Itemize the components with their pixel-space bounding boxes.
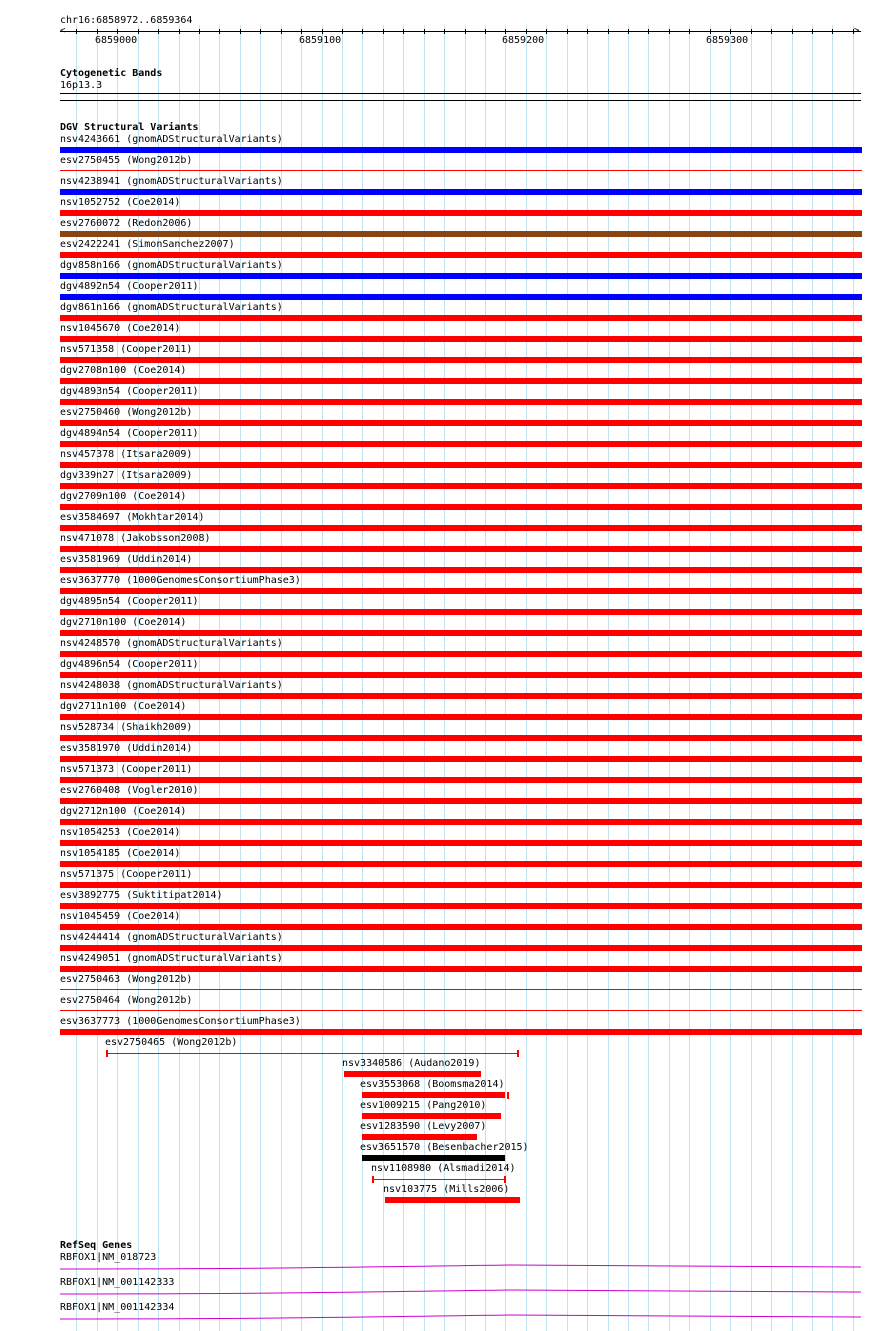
grid-line [710,25,711,1331]
variant-label[interactable]: nsv471078 (Jakobsson2008) [60,533,211,544]
variant-bar[interactable] [60,420,862,426]
variant-label[interactable]: dgv861n166 (gnomADStructuralVariants) [60,302,283,313]
ruler-tick [342,29,343,34]
variant-bar[interactable] [60,525,862,531]
variant-label[interactable]: esv1009215 (Pang2010) [360,1100,487,1111]
ruler-tick [424,29,425,34]
grid-line [730,25,731,1331]
variant-bar[interactable] [60,1010,862,1011]
variant-label[interactable]: esv2422241 (SimonSanchez2007) [60,239,235,250]
variant-label[interactable]: dgv2712n100 (Coe2014) [60,806,187,817]
variant-bar[interactable] [60,735,862,741]
variant-bar[interactable] [60,756,862,762]
region-label: chr16:6858972..6859364 [60,15,193,26]
cytoband-band-bottom [60,100,861,101]
variant-bar[interactable] [60,357,862,363]
variant-label[interactable]: esv3581969 (Uddin2014) [60,554,193,565]
ruler-tick [301,29,302,34]
grid-line [648,25,649,1331]
grid-line [505,25,506,1331]
ruler-tick-label: 6859200 [502,35,545,46]
variant-bar[interactable] [60,693,862,699]
variant-bar[interactable] [60,546,862,552]
variant-bar[interactable] [60,777,862,783]
variant-label[interactable]: dgv2710n100 (Coe2014) [60,617,187,628]
ruler-tick [465,29,466,34]
variant-bar[interactable] [60,504,862,510]
ruler-right-arrow: > [854,26,860,36]
grid-line [567,25,568,1331]
variant-bar[interactable] [60,210,862,216]
variant-label[interactable]: dgv858n166 (gnomADStructuralVariants) [60,260,283,271]
variant-label[interactable]: dgv4892n54 (Cooper2011) [60,281,199,292]
variant-bar[interactable] [60,567,862,573]
gene-label[interactable]: RBFOX1|NM_018723 [60,1252,157,1263]
grid-line [832,25,833,1331]
variant-label[interactable]: nsv571373 (Cooper2011) [60,764,193,775]
variant-bar[interactable] [60,651,862,657]
gene-intron-line [60,1315,861,1319]
variant-label[interactable]: nsv3340586 (Audano2019) [342,1058,481,1069]
grid-line [587,25,588,1331]
ruler-tick [546,29,547,34]
variant-bar[interactable] [344,1071,481,1077]
variant-bar[interactable] [60,252,862,258]
grid-line [771,25,772,1331]
grid-line [485,25,486,1331]
ruler-tick [730,29,731,34]
grid-line [240,25,241,1331]
variant-label[interactable]: dgv2708n100 (Coe2014) [60,365,187,376]
variant-bar[interactable] [60,1029,862,1035]
variant-label[interactable]: esv3637770 (1000GenomesConsortiumPhase3) [60,575,301,586]
variant-bar[interactable] [60,483,862,489]
variant-label[interactable]: dgv2711n100 (Coe2014) [60,701,187,712]
variant-bar[interactable] [60,989,862,990]
variant-label[interactable]: dgv4895n54 (Cooper2011) [60,596,199,607]
variant-label[interactable]: nsv1045670 (Coe2014) [60,323,181,334]
ruler-tick [199,29,200,34]
grid-line [301,25,302,1331]
variant-bar[interactable] [60,966,862,972]
ruler-tick [219,29,220,34]
ruler-tick [771,29,772,34]
variant-bar[interactable] [60,819,862,825]
ruler-tick [158,29,159,34]
dgv-track-title: DGV Structural Variants [60,122,199,133]
variant-bar[interactable] [60,336,862,342]
ruler-tick [281,29,282,34]
variant-label[interactable]: nsv4243661 (gnomADStructuralVariants) [60,134,283,145]
variant-label[interactable]: esv3553068 (Boomsma2014) [360,1079,505,1090]
grid-line [812,25,813,1331]
ruler-tick [628,29,629,34]
variant-bar[interactable] [60,189,862,195]
ruler-tick [403,29,404,34]
grid-line [751,25,752,1331]
gene-model[interactable] [60,1289,862,1295]
variant-label[interactable]: esv2750455 (Wong2012b) [60,155,193,166]
ruler-tick [751,29,752,34]
gene-model[interactable] [60,1264,862,1270]
variant-label[interactable]: esv1283590 (Levy2007) [360,1121,487,1132]
refseq-track-title: RefSeq Genes [60,1240,133,1251]
grid-line [628,25,629,1331]
ruler-tick [138,29,139,34]
variant-bar[interactable] [60,170,862,171]
variant-label[interactable]: dgv2709n100 (Coe2014) [60,491,187,502]
ruler-tick [567,29,568,34]
gene-model[interactable] [60,1314,862,1320]
ruler-tick [485,29,486,34]
variant-bar[interactable] [60,441,862,447]
variant-bar[interactable] [362,1092,505,1098]
grid-line [689,25,690,1331]
variant-label[interactable]: nsv571375 (Cooper2011) [60,869,193,880]
variant-bar[interactable] [60,882,862,888]
variant-label[interactable]: dgv4893n54 (Cooper2011) [60,386,199,397]
variant-label[interactable]: esv2760072 (Redon2006) [60,218,193,229]
ruler-tick-label: 6859000 [95,35,138,46]
variant-bar[interactable] [60,462,862,468]
variant-bar[interactable] [60,609,862,615]
variant-label[interactable]: nsv571358 (Cooper2011) [60,344,193,355]
variant-label[interactable]: dgv4896n54 (Cooper2011) [60,659,199,670]
variant-label[interactable]: nsv4238941 (gnomADStructuralVariants) [60,176,283,187]
grid-line [322,25,323,1331]
ruler-tick-label: 6859300 [706,35,749,46]
variant-label[interactable]: nsv1054185 (Coe2014) [60,848,181,859]
cytoband-label: 16p13.3 [60,80,103,91]
ruler-tick [322,29,323,34]
variant-label[interactable]: nsv4248570 (gnomADStructuralVariants) [60,638,283,649]
ruler-tick [505,29,506,34]
ruler-tick [383,29,384,34]
variant-label[interactable]: esv3637773 (1000GenomesConsortiumPhase3) [60,1016,301,1027]
variant-label[interactable]: esv3892775 (Suktitipat2014) [60,890,223,901]
variant-bar[interactable] [60,378,862,384]
gene-label[interactable]: RBFOX1|NM_001142334 [60,1302,175,1313]
variant-label[interactable]: esv2750460 (Wong2012b) [60,407,193,418]
ruler-tick [669,29,670,34]
ruler-tick [812,29,813,34]
variant-bar[interactable] [60,798,862,804]
variant-bar[interactable] [385,1197,520,1203]
variant-label[interactable]: nsv4249051 (gnomADStructuralVariants) [60,953,283,964]
variant-label[interactable]: esv3651570 (Besenbacher2015) [360,1142,529,1153]
variant-label[interactable]: esv2750463 (Wong2012b) [60,974,193,985]
gene-label[interactable]: RBFOX1|NM_001142333 [60,1277,175,1288]
ruler-tick [76,29,77,34]
ruler-tick [240,29,241,34]
variant-bar[interactable] [60,273,862,279]
variant-label[interactable]: nsv1054253 (Coe2014) [60,827,181,838]
variant-bar[interactable] [60,924,862,930]
gene-intron-line [60,1265,861,1269]
variant-label[interactable]: nsv4248038 (gnomADStructuralVariants) [60,680,283,691]
ruler-tick [792,29,793,34]
grid-line [853,25,854,1331]
ruler-tick [587,29,588,34]
ruler-tick [260,29,261,34]
grid-line [281,25,282,1331]
variant-bar[interactable] [60,840,862,846]
variant-label[interactable]: dgv339n27 (Itsara2009) [60,470,193,481]
variant-bar[interactable] [60,714,862,720]
grid-line [546,25,547,1331]
variant-label[interactable]: nsv103775 (Mills2006) [383,1184,510,1195]
variant-label[interactable]: esv2750464 (Wong2012b) [60,995,193,1006]
cytoband-band-top [60,93,861,94]
grid-line [669,25,670,1331]
grid-line [792,25,793,1331]
variant-bar[interactable] [60,399,862,405]
variant-bar[interactable] [60,903,862,909]
grid-line [219,25,220,1331]
ruler-tick [362,29,363,34]
grid-line [260,25,261,1331]
variant-label[interactable]: esv2750465 (Wong2012b) [105,1037,238,1048]
variant-bar[interactable] [60,588,862,594]
gene-intron-line [60,1290,861,1294]
cytoband-track-title: Cytogenetic Bands [60,68,163,79]
ruler-tick [526,29,527,34]
variant-bar[interactable] [362,1134,477,1140]
variant-label[interactable]: nsv1052752 (Coe2014) [60,197,181,208]
variant-bar[interactable] [60,294,862,300]
variant-bar[interactable] [362,1155,505,1161]
variant-label[interactable]: nsv528734 (Shaikh2009) [60,722,193,733]
variant-label[interactable]: esv3584697 (Mokhtar2014) [60,512,205,523]
ruler-tick [648,29,649,34]
grid-line [526,25,527,1331]
ruler-tick [97,29,98,34]
ruler-tick [832,29,833,34]
ruler-tick [853,29,854,34]
grid-line [199,25,200,1331]
variant-bar[interactable] [60,231,862,237]
variant-label[interactable]: dgv4894n54 (Cooper2011) [60,428,199,439]
ruler-axis [60,31,861,32]
variant-bar[interactable] [60,945,862,951]
variant-bar[interactable] [362,1113,501,1119]
variant-label[interactable]: esv3581970 (Uddin2014) [60,743,193,754]
variant-end-cap [507,1092,509,1099]
variant-bar[interactable] [60,861,862,867]
grid-line [608,25,609,1331]
ruler-tick [179,29,180,34]
variant-bar[interactable] [60,672,862,678]
variant-label[interactable]: nsv1045459 (Coe2014) [60,911,181,922]
ruler-tick [710,29,711,34]
variant-label[interactable]: nsv1108980 (Alsmadi2014) [371,1163,516,1174]
variant-label[interactable]: nsv457378 (Itsara2009) [60,449,193,460]
variant-label[interactable]: esv2760408 (Vogler2010) [60,785,199,796]
variant-bar[interactable] [60,630,862,636]
variant-bar[interactable] [107,1053,518,1054]
ruler-tick [117,29,118,34]
ruler-tick [444,29,445,34]
ruler-tick [608,29,609,34]
variant-bar[interactable] [373,1179,505,1180]
ruler-tick [689,29,690,34]
variant-label[interactable]: nsv4244414 (gnomADStructuralVariants) [60,932,283,943]
ruler-left-arrow: < [60,26,66,36]
grid-line [342,25,343,1331]
variant-bar[interactable] [60,315,862,321]
ruler-tick-label: 6859100 [299,35,342,46]
variant-bar[interactable] [60,147,862,153]
